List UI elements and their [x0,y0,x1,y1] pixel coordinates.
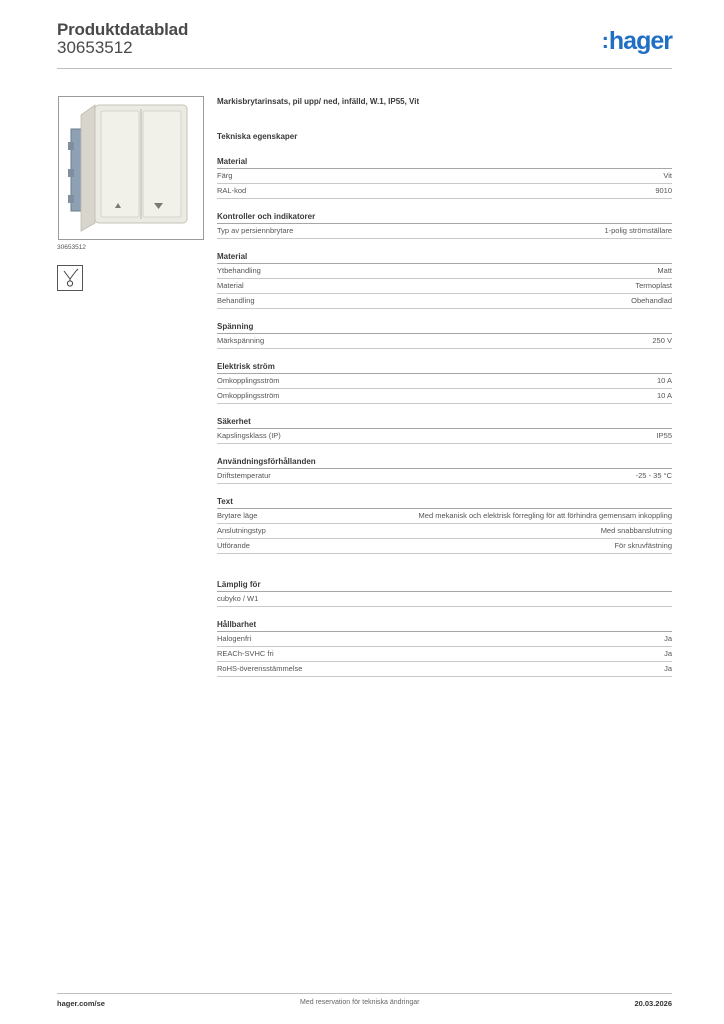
product-photo [59,97,203,239]
spec-group-title: Användningsförhållanden [217,455,672,469]
spec-row [217,389,672,404]
spec-row [217,632,672,647]
spec-value: Ja [664,649,672,658]
footer-notice: Med reservation för tekniska ändringar [300,999,420,1006]
product-image-caption: 30653512 [57,244,86,251]
spec-label: Typ av persiennbrytare [217,226,294,235]
product-name: Markisbrytarinsats, pil upp/ ned, infälld, W.1, IP55, Vit [217,97,420,106]
spec-label: Behandling [217,296,255,305]
spec-group [217,210,672,239]
spec-group-title: Material [217,155,672,169]
spec-group [217,320,672,349]
spec-value: Matt [657,266,672,275]
spec-group-title: Säkerhet [217,415,672,429]
spec-label: Material [217,281,244,290]
footer-website: hager.com/se [57,999,105,1008]
spec-value: 9010 [655,186,672,195]
document-number: 30653512 [57,38,133,57]
footer-date: 20.03.2026 [634,999,672,1008]
spec-label: Anslutningstyp [217,526,266,535]
spec-row [217,524,672,539]
spec-value: Obehandlad [631,296,672,305]
spec-row [217,647,672,662]
specs-heading: Tekniska egenskaper [217,132,298,141]
spec-content [217,95,672,677]
spec-label: Ytbehandling [217,266,261,275]
spec-row [217,294,672,309]
spec-row [217,662,672,677]
spec-group-title: Lämplig för [217,578,672,592]
spec-label: Märkspänning [217,336,265,345]
spec-label: RoHS-överensstämmelse [217,664,303,673]
spec-value: Ja [664,664,672,673]
spec-row [217,429,672,444]
spec-row [217,539,672,554]
spec-row [217,509,672,524]
spec-row [217,469,672,484]
spec-group [217,155,672,199]
spec-group [217,455,672,484]
spec-label: Färg [217,171,233,180]
spec-group [217,250,672,309]
spec-label: Brytare läge [217,511,258,520]
logo-colon-mark: : [601,28,608,53]
spec-value: 250 V [652,336,672,345]
switch-symbol-graphic [58,266,82,290]
spec-row [217,279,672,294]
spec-value: IP55 [656,431,672,440]
logo-text: hager [608,27,672,55]
spec-value: För skruvfästning [614,541,672,550]
spec-group-title: Hållbarhet [217,618,672,632]
spec-label: cubyko / W1 [217,594,259,603]
spec-label: Kapslingsklass (IP) [217,431,281,440]
spec-value: -25 - 35 °C [635,471,672,480]
spec-value: Termoplast [635,281,672,290]
spec-value: 1-polig strömställare [604,226,672,235]
spec-value: Vit [663,171,672,180]
spec-label: REACh-SVHC fri [217,649,274,658]
spec-value: 10 A [656,391,672,400]
spec-group-title: Spänning [217,320,672,334]
spec-group-title: Elektrisk ström [217,360,672,374]
spec-row [217,224,672,239]
spec-group-title: Text [217,495,672,509]
spec-value: Med snabbanslutning [600,526,672,535]
spec-label: Utförande [217,541,250,550]
spec-row [217,184,672,199]
spec-row [217,169,672,184]
spec-group-title: Material [217,250,672,264]
spec-row [217,264,672,279]
product-image [58,96,204,240]
spec-group [217,415,672,444]
spec-group [217,618,672,677]
spec-value: Ja [664,634,672,643]
spec-group [217,360,672,404]
spec-row [217,374,672,389]
spec-label: Omkopplingsström [217,391,280,400]
spec-groups [217,155,672,677]
spec-group [217,495,672,554]
footer-divider [57,993,672,994]
spec-row [217,592,672,607]
spec-label: Omkopplingsström [217,376,280,385]
hager-logo [602,27,672,56]
header-divider [57,68,672,69]
spec-label: RAL-kod [217,186,247,195]
spec-row [217,334,672,349]
shutter-switch-symbol-icon [57,265,83,291]
spec-group-title: Kontroller och indikatorer [217,210,672,224]
document-title: Produktdatablad [57,20,189,39]
spec-value: 10 A [656,376,672,385]
spec-label: Halogenfri [217,634,252,643]
spec-value: Med mekanisk och elektrisk förregling för att förhindra gemensam inkoppling [418,511,672,520]
spec-label: Driftstemperatur [217,471,271,480]
spec-group [217,578,672,607]
